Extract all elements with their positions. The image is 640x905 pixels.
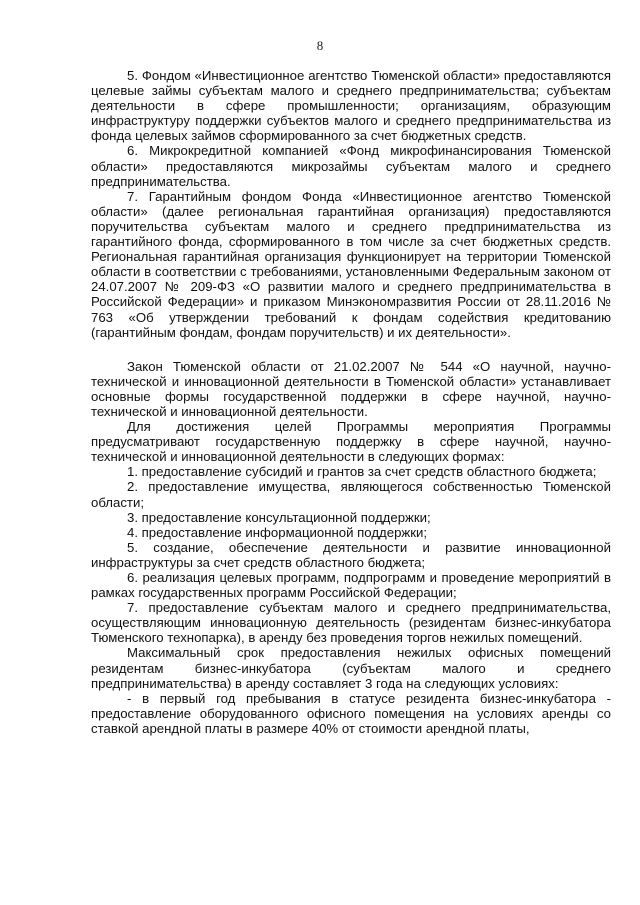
paragraph-item-6: 6. Микрокредитной компанией «Фонд микрофинансирования Тюменской области» предоставляются микрозаймы субъектам малого и среднего предпринимательства. <box>91 143 611 189</box>
support-form-5: 5. создание, обеспечение деятельности и развитие инновационной инфраструктуры за счет средств областного бюджета; <box>91 539 611 570</box>
paragraph-item-5: 5. Фондом «Инвестиционное агентство Тюменской области» предоставляются целевые займы субъектам малого и среднего предпринимательства; субъектам деятельности в сфере промышленности; организациям, образующим инфраструктуру поддержки субъектов малого и среднего предпринимательства из фонда целевых займов сформированного за счет бюджетных средств. <box>91 68 611 144</box>
paragraph-item-7: 7. Гарантийным фондом Фонда «Инвестиционное агентство Тюменской области» (далее региональная гарантийная организация) предоставляются поручительства субъектам малого и среднего предпринимательства из гарантийного фонда, сформированного в том числе за счет бюджетных средств. Региональная гарантийная организация функционирует на территории Тюменской области в соответствии с требованиями, установленными Федеральным законом от 24.07.2007 № 209-ФЗ «О развитии малого и среднего предпринимательства в Российской Федерации» и приказом Минэкономразвития России от 28.11.2016 № 763 «Об утверждении требований к фондам содействия кредитованию (гарантийным фондам, фондам поручительств) и их деятельности». <box>91 188 611 340</box>
paragraph-law-544: Закон Тюменской области от 21.02.2007 № 544 «О научной, научно-технической и инновационной деятельности в Тюменской области» устанавливает основные формы государственной поддержки в сфере научной, научно-технической и инновационной деятельности. <box>91 358 611 419</box>
support-form-4: 4. предоставление информационной поддержки; <box>127 524 428 540</box>
support-form-3: 3. предоставление консультационной поддержки; <box>127 509 431 525</box>
support-form-7: 7. предоставление субъектам малого и среднего предпринимательства, осуществляющим инновационную деятельность (резидентам бизнес-инкубатора Тюменского технопарка), в аренду без проведения торгов нежилых помещений. <box>91 600 611 646</box>
paragraph-lease-term: Максимальный срок предоставления нежилых офисных помещений резидентам бизнес-инкубатора (субъектам малого и среднего предпринимательства) в аренду составляет 3 года на следующих условиях: <box>91 645 611 691</box>
support-form-6: 6. реализация целевых программ, подпрограмм и проведение мероприятий в рамках государственных программ Российской Федерации; <box>91 570 611 601</box>
document-body <box>91 68 611 736</box>
support-form-2: 2. предоставление имущества, являющегося собственностью Тюменской области; <box>91 479 611 510</box>
section-gap <box>91 340 611 359</box>
paragraph-support-forms-intro: Для достижения целей Программы мероприятия Программы предусматривают государственную поддержку в сфере научной, научно-технической и инновационной деятельности в следующих формах: <box>91 419 611 465</box>
page-number: 8 <box>316 38 324 53</box>
support-form-1: 1. предоставление субсидий и грантов за счет средств областного бюджета; <box>127 464 597 480</box>
paragraph-first-year-terms: - в первый год пребывания в статусе резидента бизнес-инкубатора - предоставление оборудованного офисного помещения на условиях аренды со ставкой арендной платы в размере 40% от стоимости арендной платы, <box>91 690 611 736</box>
